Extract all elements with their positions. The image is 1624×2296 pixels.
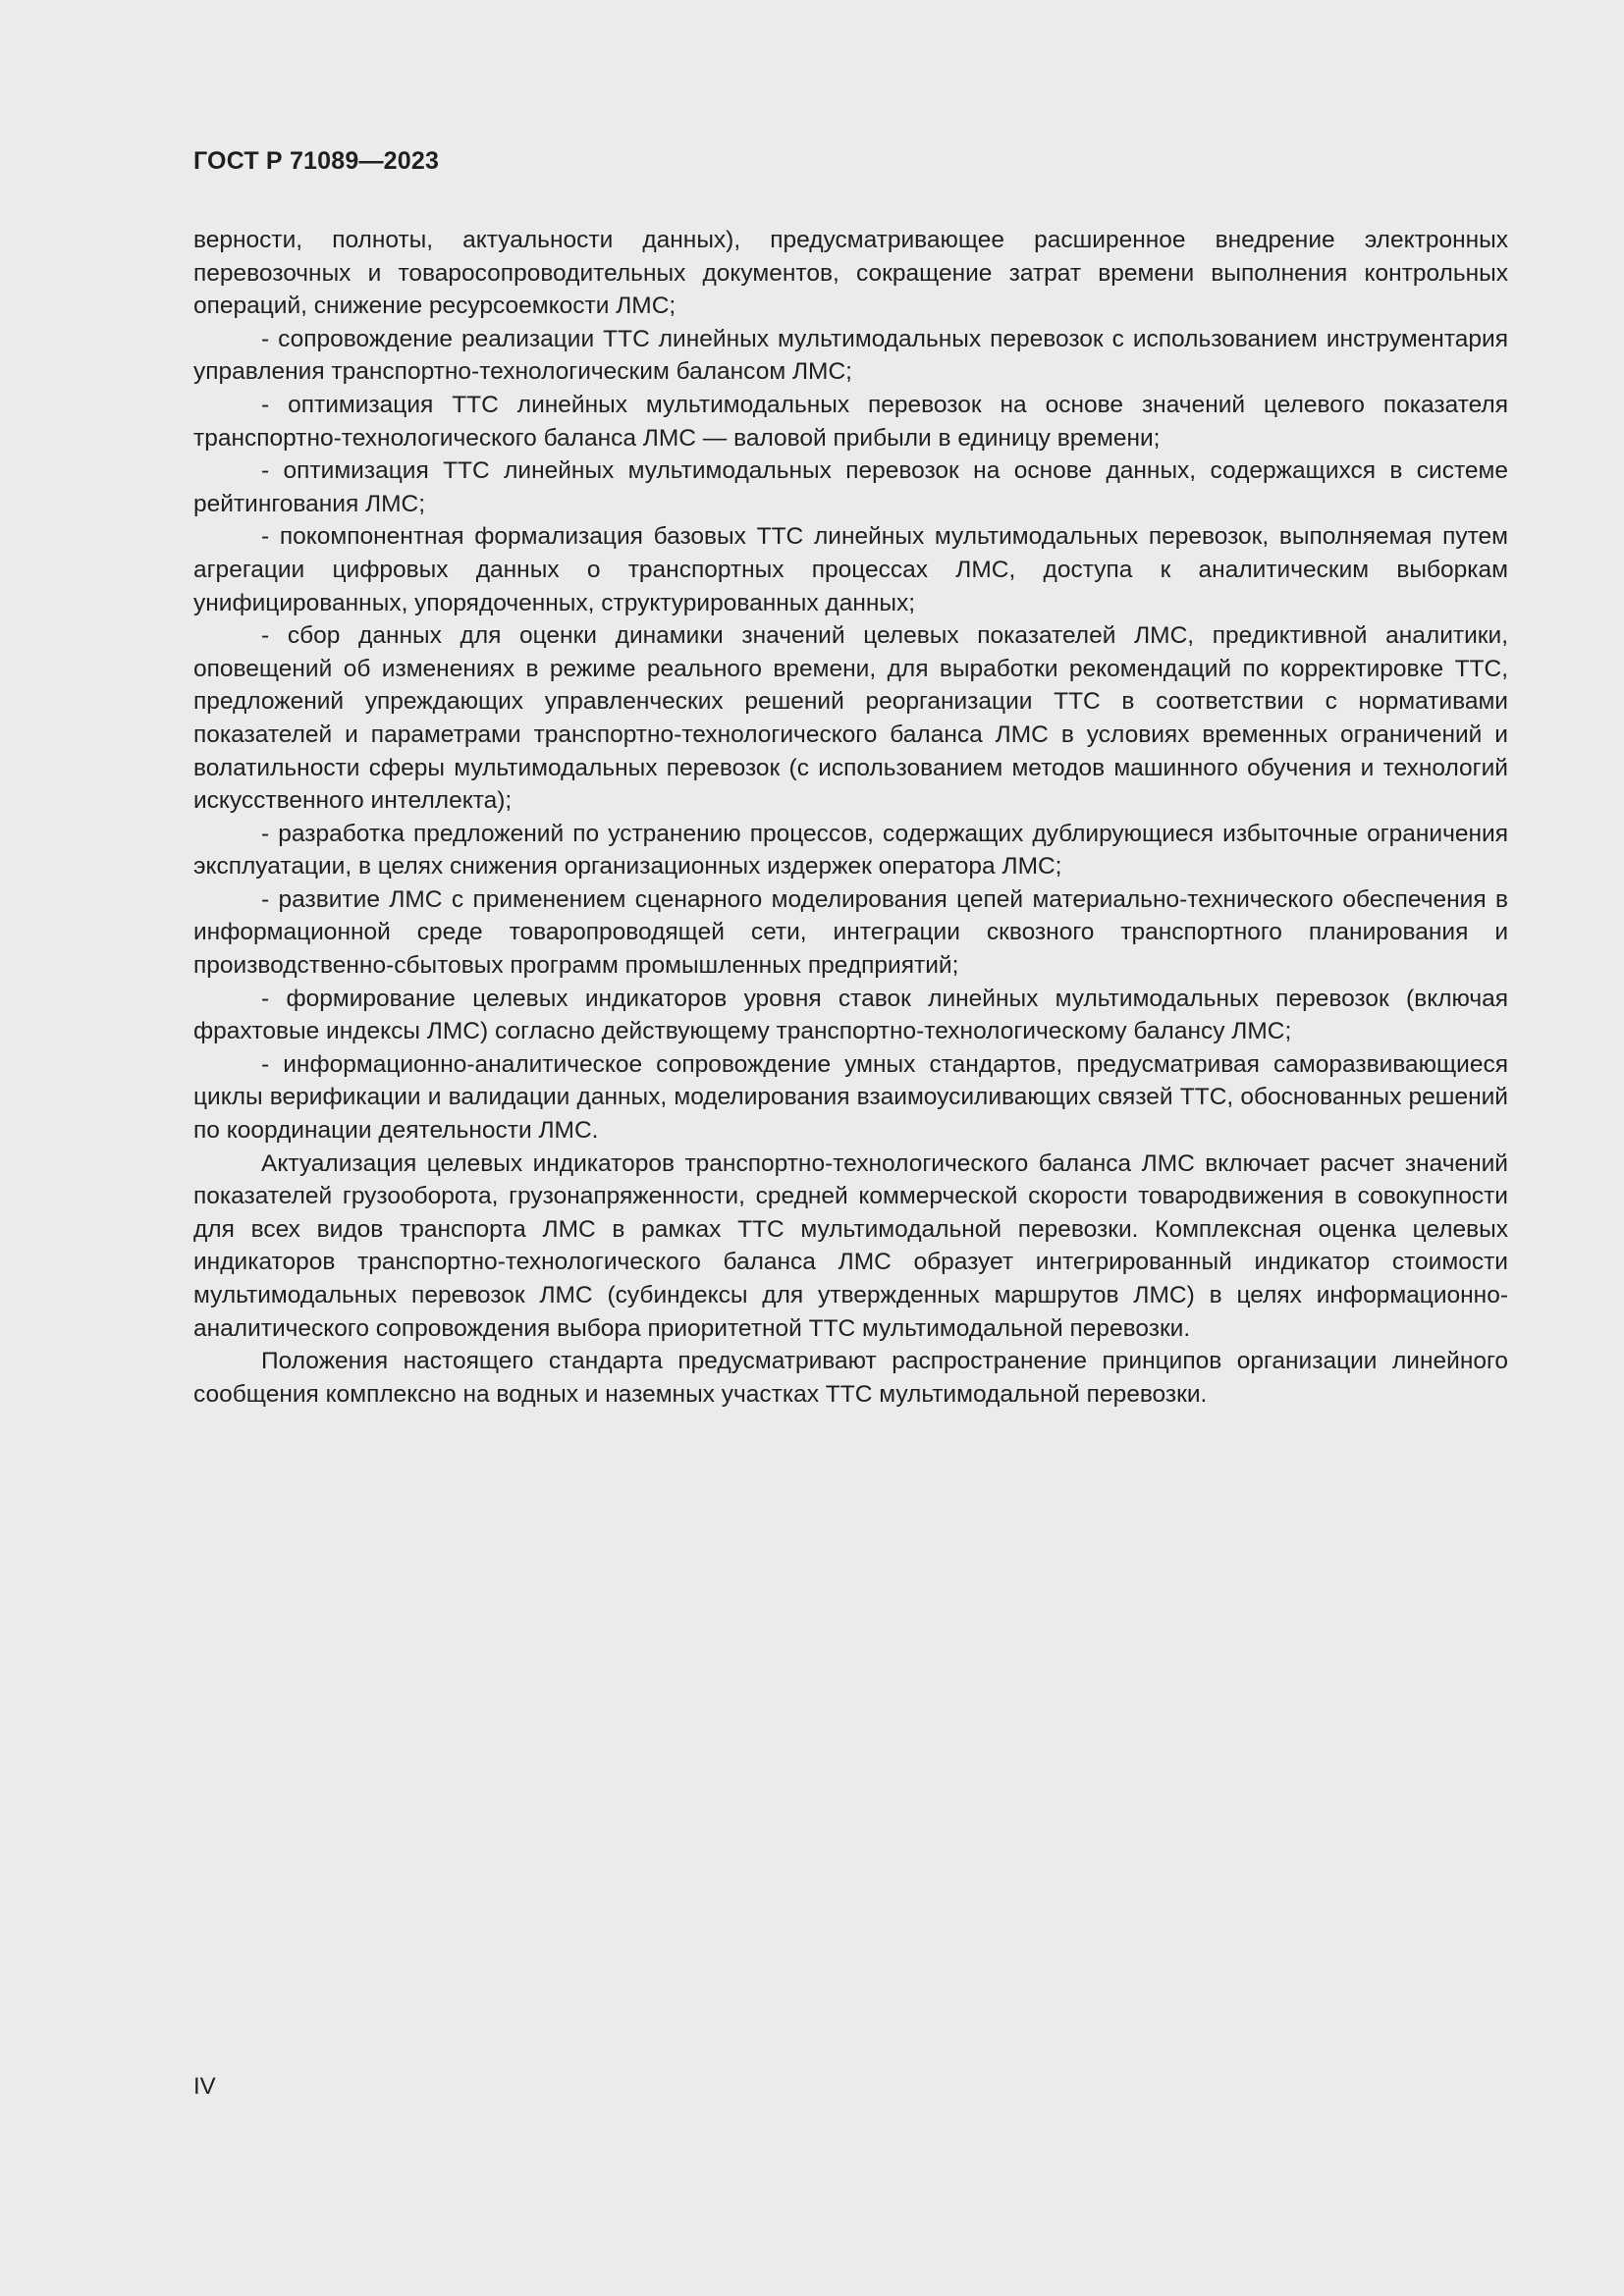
paragraph-continuation: верности, полноты, актуальности данных), предусматривающее расширенное внедрение электронных перевозочных и товаросопроводительных документов, сокращение затрат времени выполнения контрольных операций, снижение ресурсоемкости ЛМС; xyxy=(193,227,1508,320)
standard-header: ГОСТ Р 71089—2023 xyxy=(193,147,440,175)
page-number: IV xyxy=(193,2073,216,2100)
list-item: - оптимизация ТТС линейных мультимодальных перевозок на основе значений целевого показателя транспортно-технологического баланса ЛМС — валовой прибыли в единицу времени; xyxy=(193,391,1508,452)
list-item: - формирование целевых индикаторов уровня ставок линейных мультимодальных перевозок (включая фрахтовые индексы ЛМС) согласно действующему транспортно-технологическому балансу ЛМС; xyxy=(193,985,1508,1045)
list-item: - сбор данных для оценки динамики значений целевых показателей ЛМС, предиктивной аналитики, оповещений об изменениях в режиме реального времени, для выработки рекомендаций по корректировке ТТС, предложений упреждающих управленческих решений реорганизации ТТС в соответствии с нормативами показателей и параметрами транспортно-технологического баланса ЛМС в условиях временных ограничений и волатильности сферы мультимодальных перевозок (с использованием методов машинного обучения и технологий искусственного интеллекта); xyxy=(193,622,1508,815)
list-item: - покомпонентная формализация базовых ТТС линейных мультимодальных перевозок, выполняемая путем агрегации цифровых данных о транспортных процессах ЛМС, доступа к аналитическим выборкам унифицированных, упорядоченных, структурированных данных; xyxy=(193,523,1508,616)
list-item: - развитие ЛМС с применением сценарного моделирования цепей материально-технического обеспечения в информационной среде товаропроводящей сети, интеграции сквозного транспортного планирования и производственно-сбытовых программ промышленных предприятий; xyxy=(193,885,1508,980)
list-item: - оптимизация ТТС линейных мультимодальных перевозок на основе данных, содержащихся в системе рейтингования ЛМС; xyxy=(193,457,1508,517)
list-item: - сопровождение реализации ТТС линейных мультимодальных перевозок с использованием инструментария управления транспортно-технологическим балансом ЛМС; xyxy=(193,325,1508,386)
list-item: - разработка предложений по устранению процессов, содержащих дублирующиеся избыточные ограничения эксплуатации, в целях снижения организационных издержек оператора ЛМС; xyxy=(193,820,1508,881)
body-paragraph: Актуализация целевых индикаторов транспортно-технологического баланса ЛМС включает расчет значений показателей грузооборота, грузонапряженности, средней коммерческой скорости товародвижения в совокупности для всех видов транспорта ЛМС в рамках ТТС мультимодальной перевозки. Комплексная оценка целевых индикаторов транспортно-технологического баланса ЛМС образует интегрированный индикатор стоимости мультимодальных перевозок ЛМС (субиндексы для утвержденных маршрутов ЛМС) в целях информационно-аналитического сопровождения выбора приоритетной ТТС мультимодальной перевозки. xyxy=(193,1149,1508,1342)
list-item: - информационно-аналитическое сопровождение умных стандартов, предусматривая саморазвивающиеся циклы верификации и валидации данных, моделирования взаимоусиливающих связей ТТС, обоснованных решений по координации деятельности ЛМС. xyxy=(193,1050,1508,1145)
document-body xyxy=(193,224,1508,1411)
body-paragraph: Положения настоящего стандарта предусматривают распространение принципов организации линейного сообщения комплексно на водных и наземных участках ТТС мультимодальной перевозки. xyxy=(193,1348,1508,1408)
